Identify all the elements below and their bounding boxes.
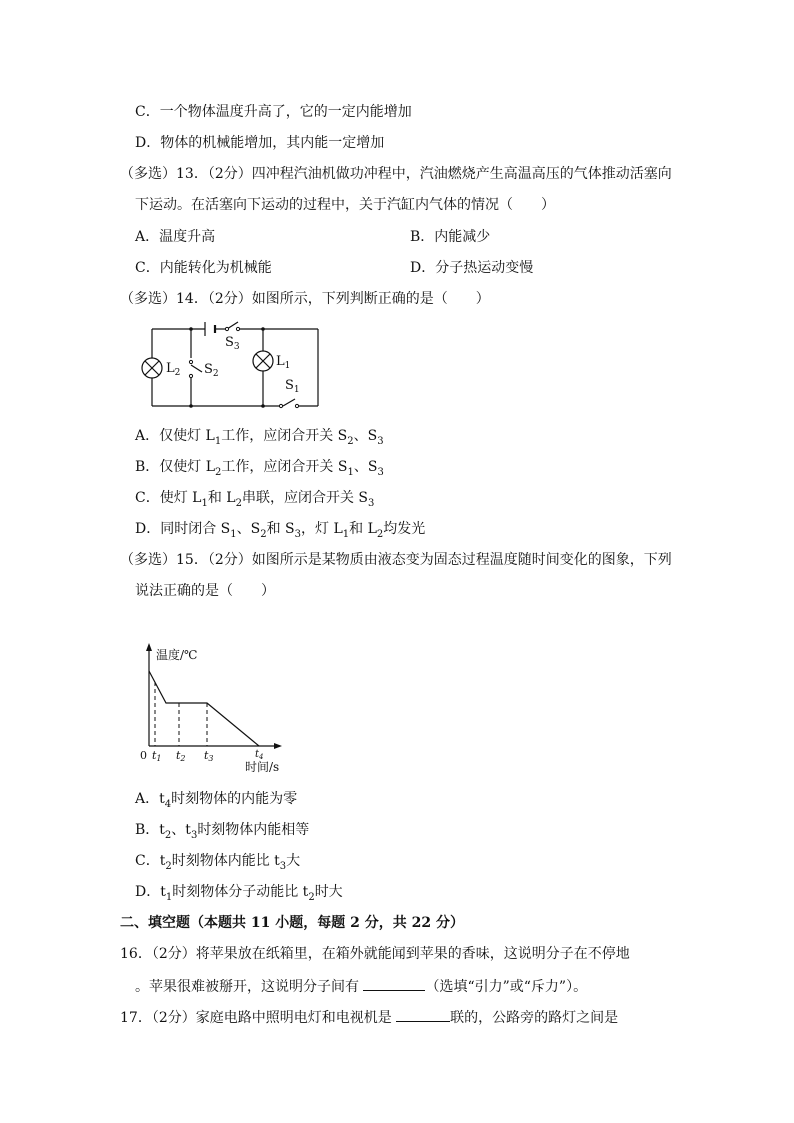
q15-option-d: D．$t_1$时刻物体分子动能比 $t_2$时大 [135,884,343,903]
q14-option-b: B．仅使灯 $L_2$工作，应闭合开关 $S_1$、$S_3$ [135,459,384,478]
graph-origin: 0 [140,749,147,762]
tick-t4: $t_4$ [255,749,264,761]
q15-option-a: A．$t_4$时刻物体的内能为零 [135,791,298,810]
q12-option-c: C．一个物体温度升高了，它的一定内能增加 [135,104,412,120]
tick-t3: t3 [204,749,214,763]
q14-option-a: A．仅使灯 $L_1$工作，应闭合开关 $S_2$、$S_3$ [135,428,384,447]
l2-label: $L_2$ [166,361,181,378]
q13-option-a: A．温度升高 [135,229,216,245]
s3-label: $S_3$ [225,335,240,352]
q15-option-c: C．$t_2$时刻物体内能比 $t_3$大 [135,853,301,872]
section-heading-fill-blank: 二、填空题（本题共 11 小题，每题 2 分，共 22 分） [120,915,464,931]
q13-option-b: B．内能减少 [410,229,491,245]
q15-stem-line2: 说法正确的是（ ） [135,583,275,599]
q16-blank[interactable] [363,976,425,991]
q13-stem-line1: （多选）13．（2分）四冲程汽油机做功冲程中，汽油燃烧产生高温高压的气体推动活塞向 [120,166,672,182]
tick-t2: t2 [176,749,186,763]
q15-stem-line1: （多选）15．（2分）如图所示是某物质由液态变为固态过程温度随时间变化的图象，下列 [120,552,672,568]
l1-label: $L_1$ [276,354,291,371]
tick-t1: t1 [152,749,162,763]
s2-label: $S_2$ [204,362,219,379]
q12-option-d: D．物体的机械能增加，其内能一定增加 [135,135,385,151]
q13-option-d: D．分子热运动变慢 [410,260,534,276]
q17-line1: 17．（2分）家庭电路中照明电灯和电视机是 联的，公路旁的路灯之间是 [120,1007,618,1028]
q17-blank[interactable] [396,1007,450,1022]
q16-line1: 16．（2分）将苹果放在纸箱里，在箱外就能闻到苹果的香味，这说明分子在不停地 [120,946,630,962]
q14-stem: （多选）14．（2分）如图所示，下列判断正确的是（ ） [120,291,490,307]
q15-option-b: B．$t_2$、$t_3$时刻物体内能相等 [135,822,310,841]
temperature-time-graph [135,640,295,780]
graph-y-label: 温度/℃ [156,648,198,662]
graph-x-label: 时间/s [245,760,280,774]
q14-option-c: C．使灯 $L_1$和 $L_2$串联，应闭合开关 $S_3$ [135,490,375,509]
q13-option-c: C．内能转化为机械能 [135,260,272,276]
q16-line2: 。苹果很难被掰开，这说明分子间有 （选填“引力”或“斥力”）。 [135,976,587,997]
circuit-diagram [135,318,325,413]
s1-label: $S_1$ [285,378,300,395]
q14-option-d: D．同时闭合 $S_1$、$S_2$和 $S_3$，灯 $L_1$和 $L_2$均发光 [135,521,426,540]
q13-stem-line2: 下运动。在活塞向下运动的过程中，关于汽缸内气体的情况（ ） [135,197,555,213]
